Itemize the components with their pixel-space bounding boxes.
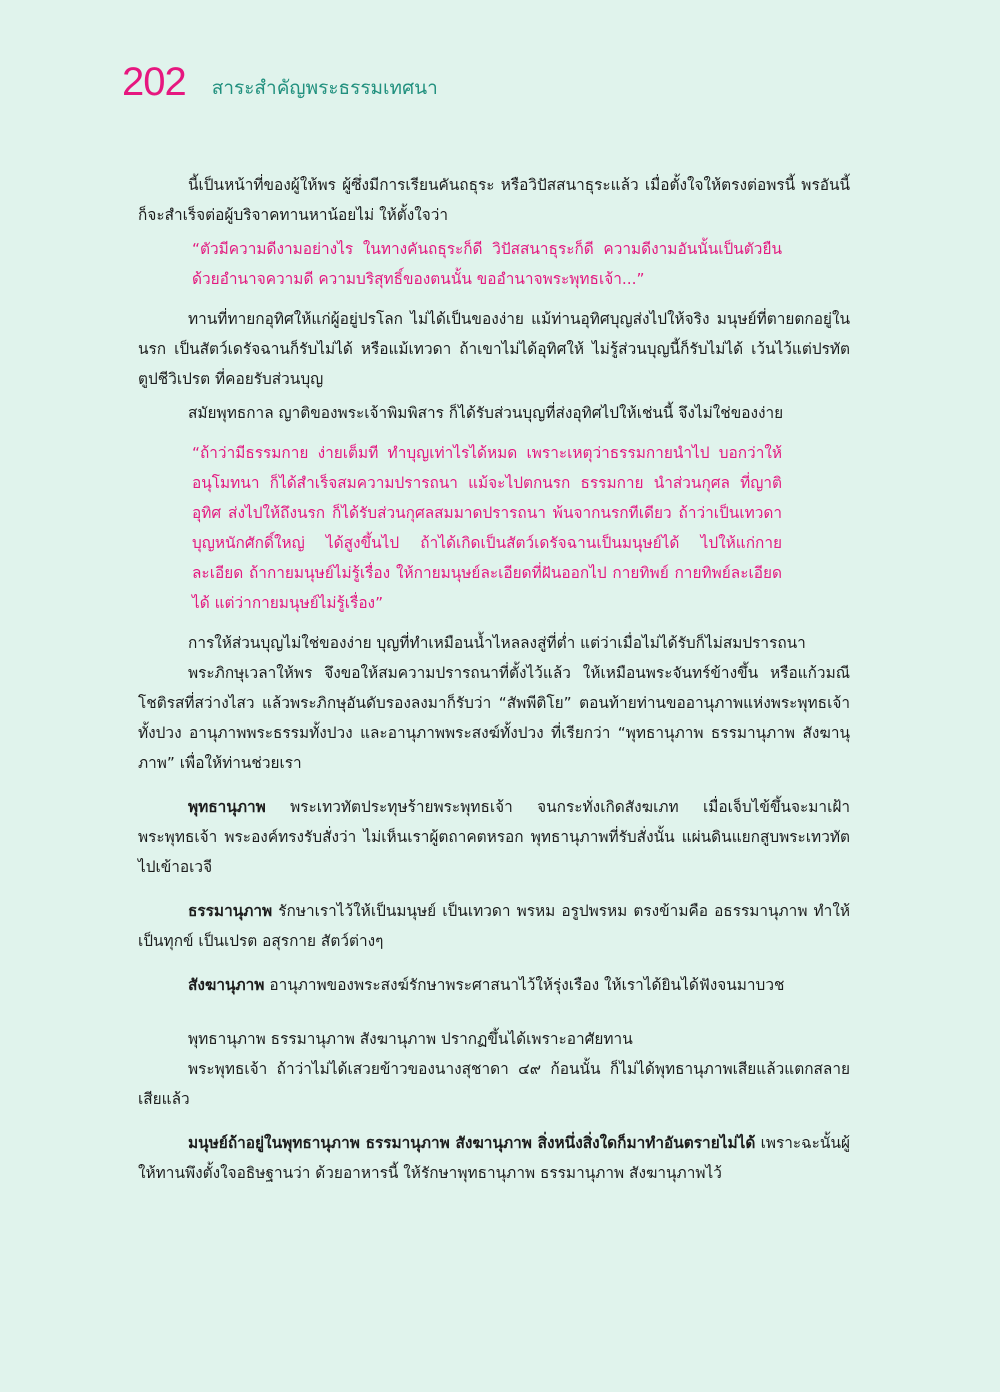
paragraph-11-bold: มนุษย์ถ้าอยู่ในพุทธานุภาพ ธรรมานุภาพ สังฆานุภาพ สิ่งหนึ่งสิ่งใดก็มาทำอันตรายไม่ได้ (188, 1134, 756, 1152)
term-sanghanubhava: สังฆานุภาพ (188, 976, 265, 994)
paragraph-5: พระภิกษุเวลาให้พร จึงขอให้สมความปรารถนาที่ตั้งไว้แล้ว ให้เหมือนพระจันทร์ข้างขึ้น หรือแก้วมณีโชติรสที่สว่างไสว แล้วพระภิกษุอันดับรองลงมาก็รับว่า “สัพพีติโย” ตอนท้ายท่านขออานุภาพแห่งพระพุทธเจ้าทั้งปวง อานุภาพพระธรรมทั้งปวง และอานุภาพพระสงฆ์ทั้งปวง ที่เรียกว่า “พุทธานุภาพ ธรรมานุภาพ สังฆานุภาพ” เพื่อให้ท่านช่วยเรา (138, 664, 850, 772)
paragraph-9: พุทธานุภาพ ธรรมานุภาพ สังฆานุภาพ ปรากฏขึ้นได้เพราะอาศัยทาน (188, 1030, 633, 1048)
paragraph-10: พระพุทธเจ้า ถ้าว่าไม่ได้เสวยข้าวของนางสุชาดา ๔๙ ก้อนนั้น ก็ไม่ได้พุทธานุภาพเสียแล้วแตกสลายเสียแล้ว (138, 1060, 850, 1108)
paragraph-4: การให้ส่วนบุญไม่ใช่ของง่าย บุญที่ทำเหมือนน้ำไหลลงสู่ที่ต่ำ แต่ว่าเมื่อไม่ได้รับก็ไม่สมปรารถนา (188, 634, 806, 652)
paragraph-7-text: รักษาเราไว้ให้เป็นมนุษย์ เป็นเทวดา พรหม อรูปพรหม ตรงข้ามคือ อธรรมานุภาพ ทำให้เป็นทุกข์ เป็นเปรต อสุรกาย สัตว์ต่างๆ (138, 902, 850, 950)
paragraph-3: สมัยพุทธกาล ญาติของพระเจ้าพิมพิสาร ก็ได้รับส่วนบุญที่ส่งอุทิศไปให้เช่นนี้ จึงไม่ใช่ของง่าย (188, 404, 784, 422)
paragraph-11-text: เพราะฉะนั้นผู้ให้ทานพึงตั้งใจอธิษฐานว่า ด้วยอาหารนี้ ให้รักษาพุทธานุภาพ ธรรมานุภาพ สังฆานุภาพไว้ (138, 1134, 850, 1182)
paragraph-6-text: พระเทวทัตประทุษร้ายพระพุทธเจ้า จนกระทั่งเกิดสังฆเภท เมื่อเจ็บไข้ขึ้นจะมาเฝ้าพระพุทธเจ้า พระองค์ทรงรับสั่งว่า ไม่เห็นเราผู้ตถาคตหรอก พุทธานุภาพที่รับสั่งนั้น แผ่นดินแยกสูบพระเทวทัตไปเข้าอเวจี (138, 798, 850, 876)
book-title: สาระสำคัญพระธรรมเทศนา (211, 77, 438, 99)
paragraph-buddhanubhava (138, 792, 850, 882)
page-header (122, 52, 438, 102)
page-body (138, 170, 850, 1188)
paragraph-sanghanubhava (138, 970, 850, 1000)
quote-1: “ตัวมีความดีงามอย่างไร ในทางคันถธุระก็ดี วิปัสสนาธุระก็ดี ความดีงามอันนั้นเป็นตัวยืน ด้วยอำนาจความดี ความบริสุทธิ์ของตนนั้น ขออำนาจพระพุทธเจ้า...” (192, 240, 782, 288)
paragraph-2: ทานที่ทายกอุทิศให้แก่ผู้อยู่ปรโลก ไม่ได้เป็นของง่าย แม้ท่านอุทิศบุญส่งไปให้จริง มนุษย์ที่ตายตกอยู่ในนรก เป็นสัตว์เดรัจฉานก็รับไม่ได้ หรือแม้เทวดา ถ้าเขาไม่ได้อุทิศให้ ไม่รู้ส่วนบุญนี้ก็รับไม่ได้ เว้นไว้แต่ปรทัตตูปชีวิเปรต ที่คอยรับส่วนบุญ (138, 310, 850, 388)
paragraph-11 (138, 1128, 850, 1188)
paragraph-1: นี้เป็นหน้าที่ของผู้ให้พร ผู้ซึ่งมีการเรียนคันถธุระ หรือวิปัสสนาธุระแล้ว เมื่อตั้งใจให้ตรงต่อพรนี้ พรอันนี้ก็จะสำเร็จต่อผู้บริจาคทานหาน้อยไม่ ให้ตั้งใจว่า (138, 176, 850, 224)
paragraph-dhammanubhava (138, 896, 850, 956)
paragraph-8-text: อานุภาพของพระสงฆ์รักษาพระศาสนาไว้ให้รุ่งเรือง ให้เราได้ยินได้ฟังจนมาบวช (264, 976, 785, 994)
term-buddhanubhava: พุทธานุภาพ (188, 798, 266, 816)
quote-2: “ถ้าว่ามีธรรมกาย ง่ายเต็มที ทำบุญเท่าไรได้หมด เพราะเหตุว่าธรรมกายนำไป บอกว่าให้อนุโมทนา ก็ได้สำเร็จสมความปรารถนา แม้จะไปตกนรก ธรรมกาย นำส่วนกุศล ที่ญาติอุทิศ ส่งไปให้ถึงนรก ก็ได้รับส่วนกุศลสมมาดปรารถนา พ้นจากนรกทีเดียว ถ้าว่าเป็นเทวดาบุญหนักศักดิ์ใหญ่ ได้สูงขึ้นไป ถ้าได้เกิดเป็นสัตว์เดรัจฉานเป็นมนุษย์ได้ ไปให้แก่กายละเอียด ถ้ากายมนุษย์ไม่รู้เรื่อง ให้กายมนุษย์ละเอียดที่ฝันออกไป กายทิพย์ กายทิพย์ละเอียดได้ แต่ว่ากายมนุษย์ไม่รู้เรื่อง” (192, 444, 782, 612)
term-dhammanubhava: ธรรมานุภาพ (188, 902, 273, 920)
page-number: 202 (122, 60, 186, 104)
